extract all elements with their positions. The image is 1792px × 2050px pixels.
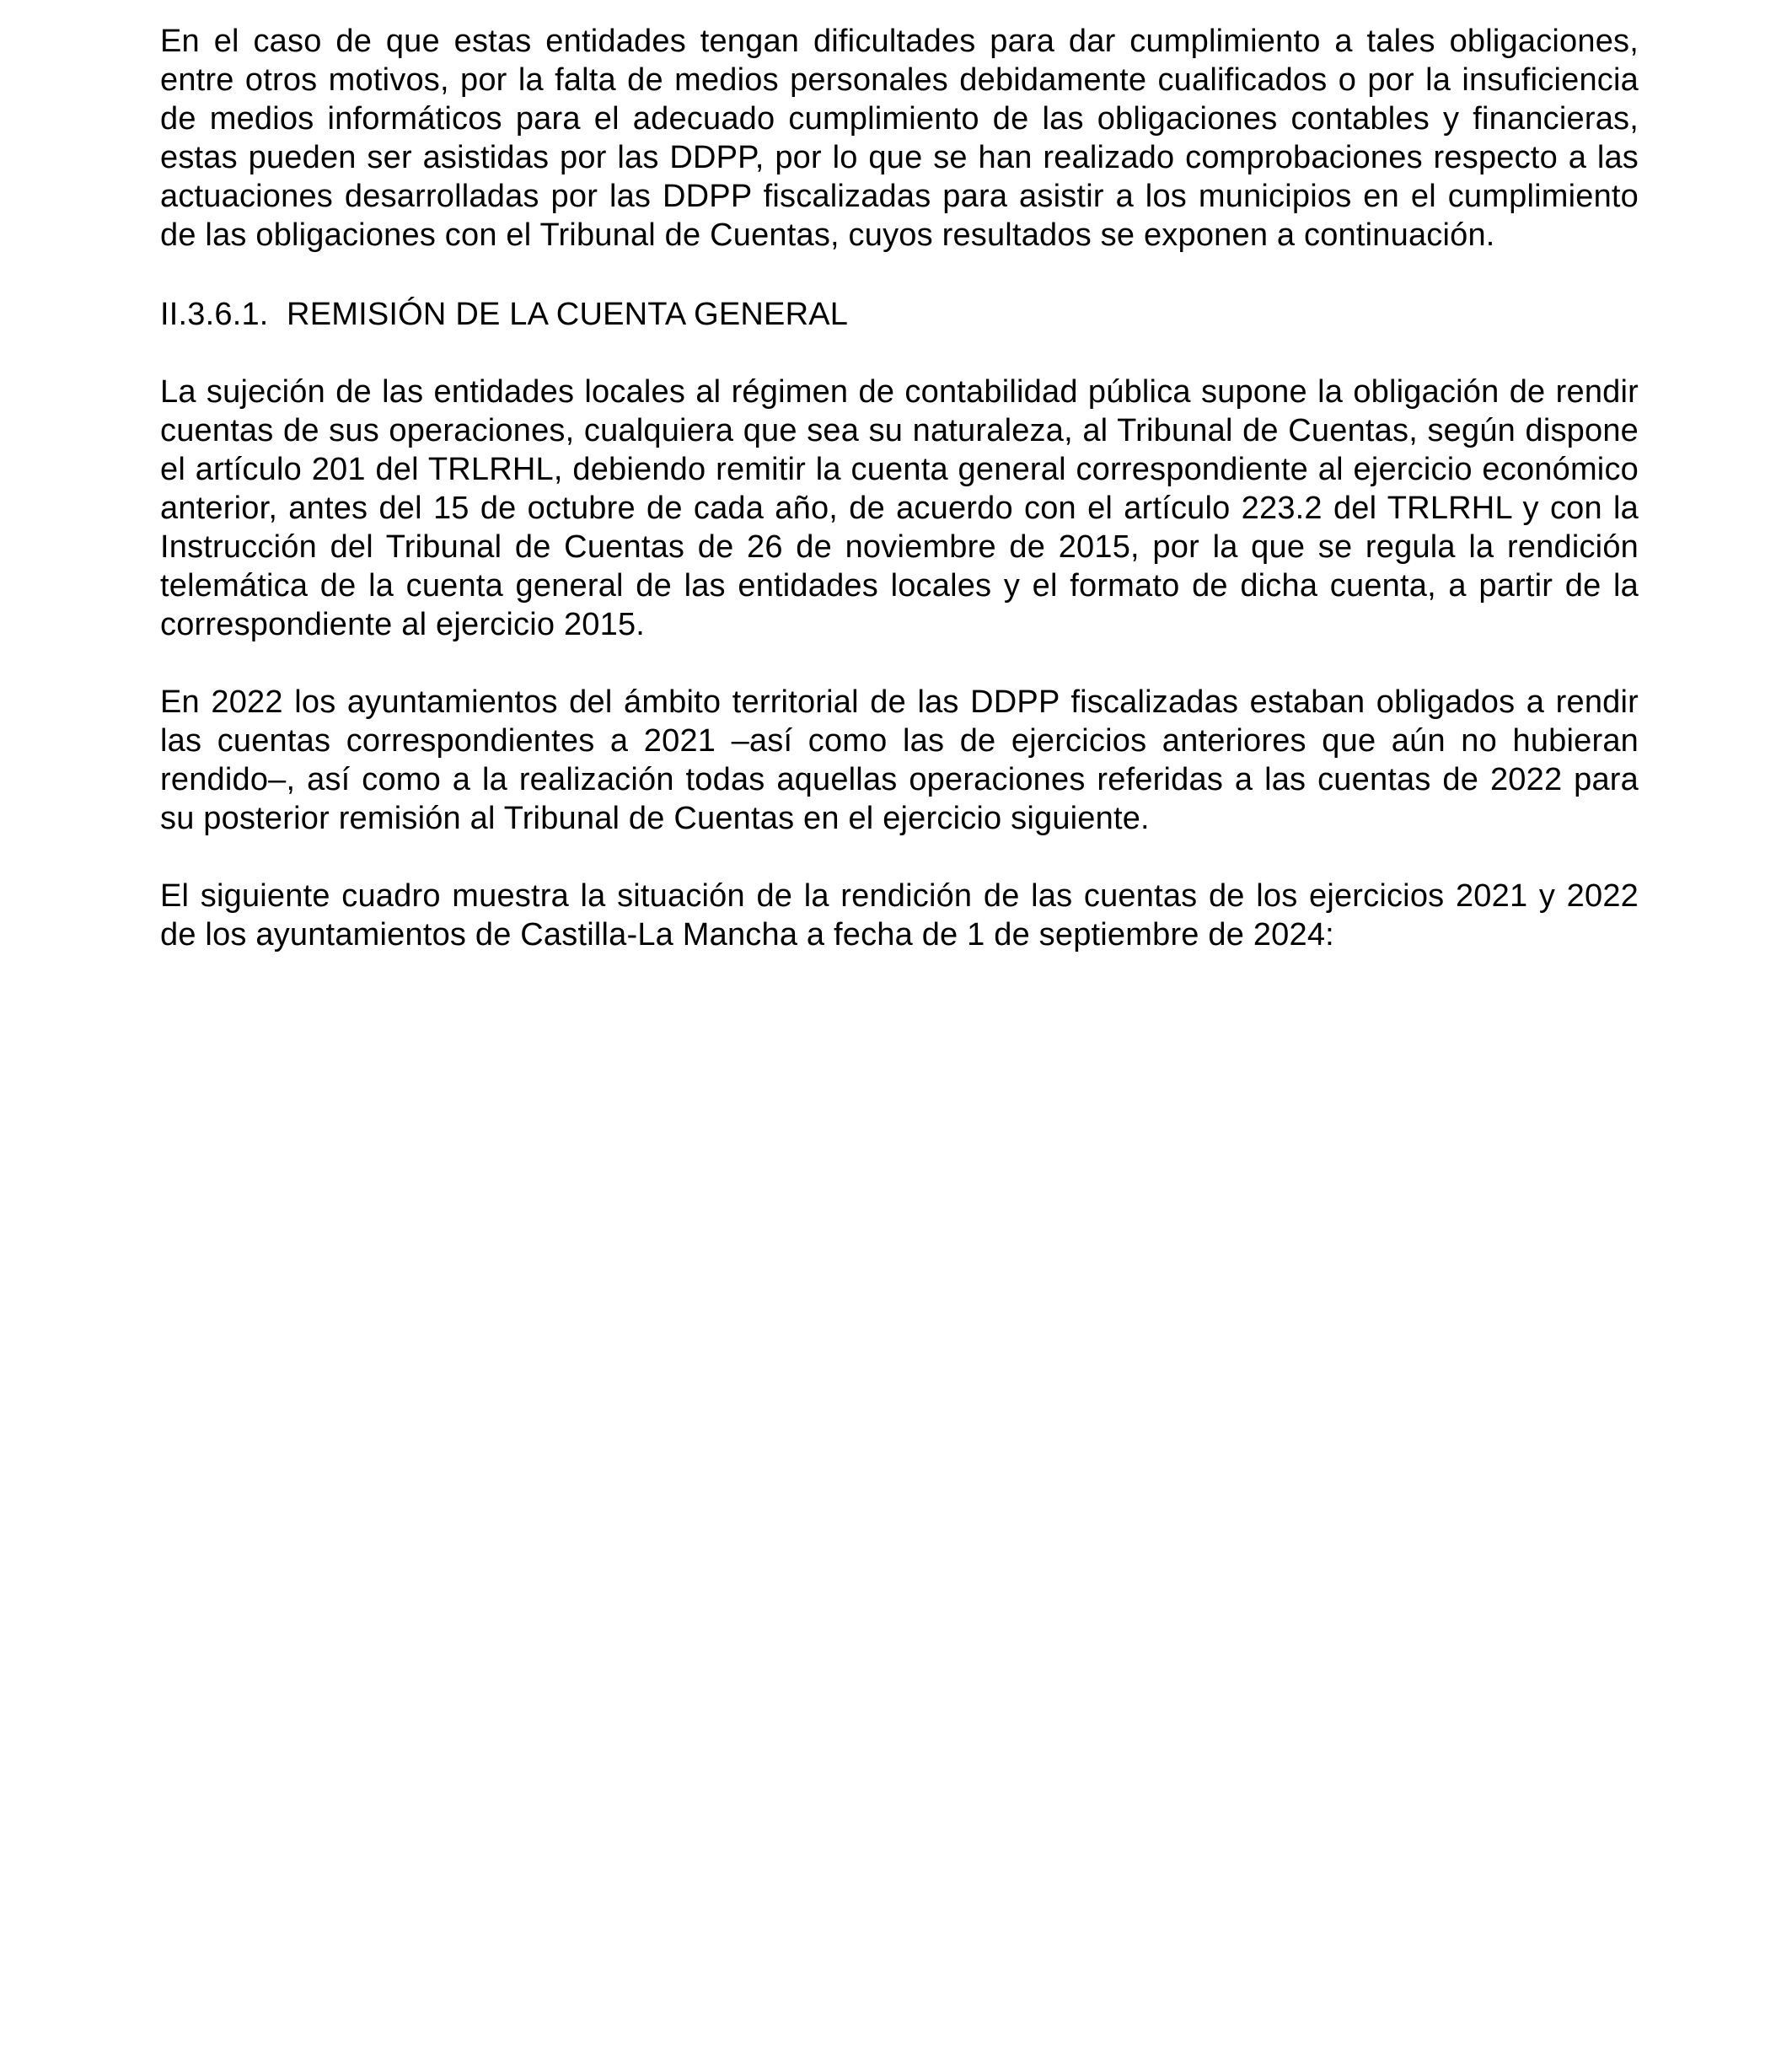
section-heading: II.3.6.1. REMISIÓN DE LA CUENTA GENERAL xyxy=(160,297,849,332)
paragraph-obligacion-2022: En 2022 los ayuntamientos del ámbito territorial de las DDPP fiscalizadas estaban obligados a rendir las cuentas correspondientes a 2021 –así como las de ejercicios anteriores que aún no hubieran rendido–, así como a la realización todas aquellas operaciones referidas a las cuentas de 2022 para su posterior remisión al Tribunal de Cuentas en el ejercicio siguiente. xyxy=(160,684,1639,836)
paragraph-intro: En el caso de que estas entidades tengan dificultades para dar cumplimiento a tales obligaciones, entre otros motivos, por la falta de medios personales debidamente cualificados o por la insuficiencia de medios informáticos para el adecuado cumplimiento de las obligaciones contables y financieras, estas pueden ser asistidas por las DDPP, por lo que se han realizado comprobaciones respecto a las actuaciones desarrolladas por las DDPP fiscalizadas para asistir a los municipios en el cumplimiento de las obligaciones con el Tribunal de Cuentas, cuyos resultados se exponen a continuación. xyxy=(160,24,1639,253)
paragraph-cuadro-situacion: El siguiente cuadro muestra la situación de la rendición de las cuentas de los ejercicios 2021 y 2022 de los ayuntamientos de Castilla-La Mancha a fecha de 1 de septiembre de 2024: xyxy=(160,878,1639,953)
paragraph-rendicion-cuenta-general: La sujeción de las entidades locales al régimen de contabilidad pública supone la obligación de rendir cuentas de sus operaciones, cualquiera que sea su naturaleza, al Tribunal de Cuentas, según dispone el artículo 201 del TRLRHL, debiendo remitir la cuenta general correspondiente al ejercicio económico anterior, antes del 15 de octubre de cada año, de acuerdo con el artículo 223.2 del TRLRHL y con la Instrucción del Tribunal de Cuentas de 26 de noviembre de 2015, por la que se regula la rendición telemática de la cuenta general de las entidades locales y el formato de dicha cuenta, a partir de la correspondiente al ejercicio 2015. xyxy=(160,374,1639,642)
